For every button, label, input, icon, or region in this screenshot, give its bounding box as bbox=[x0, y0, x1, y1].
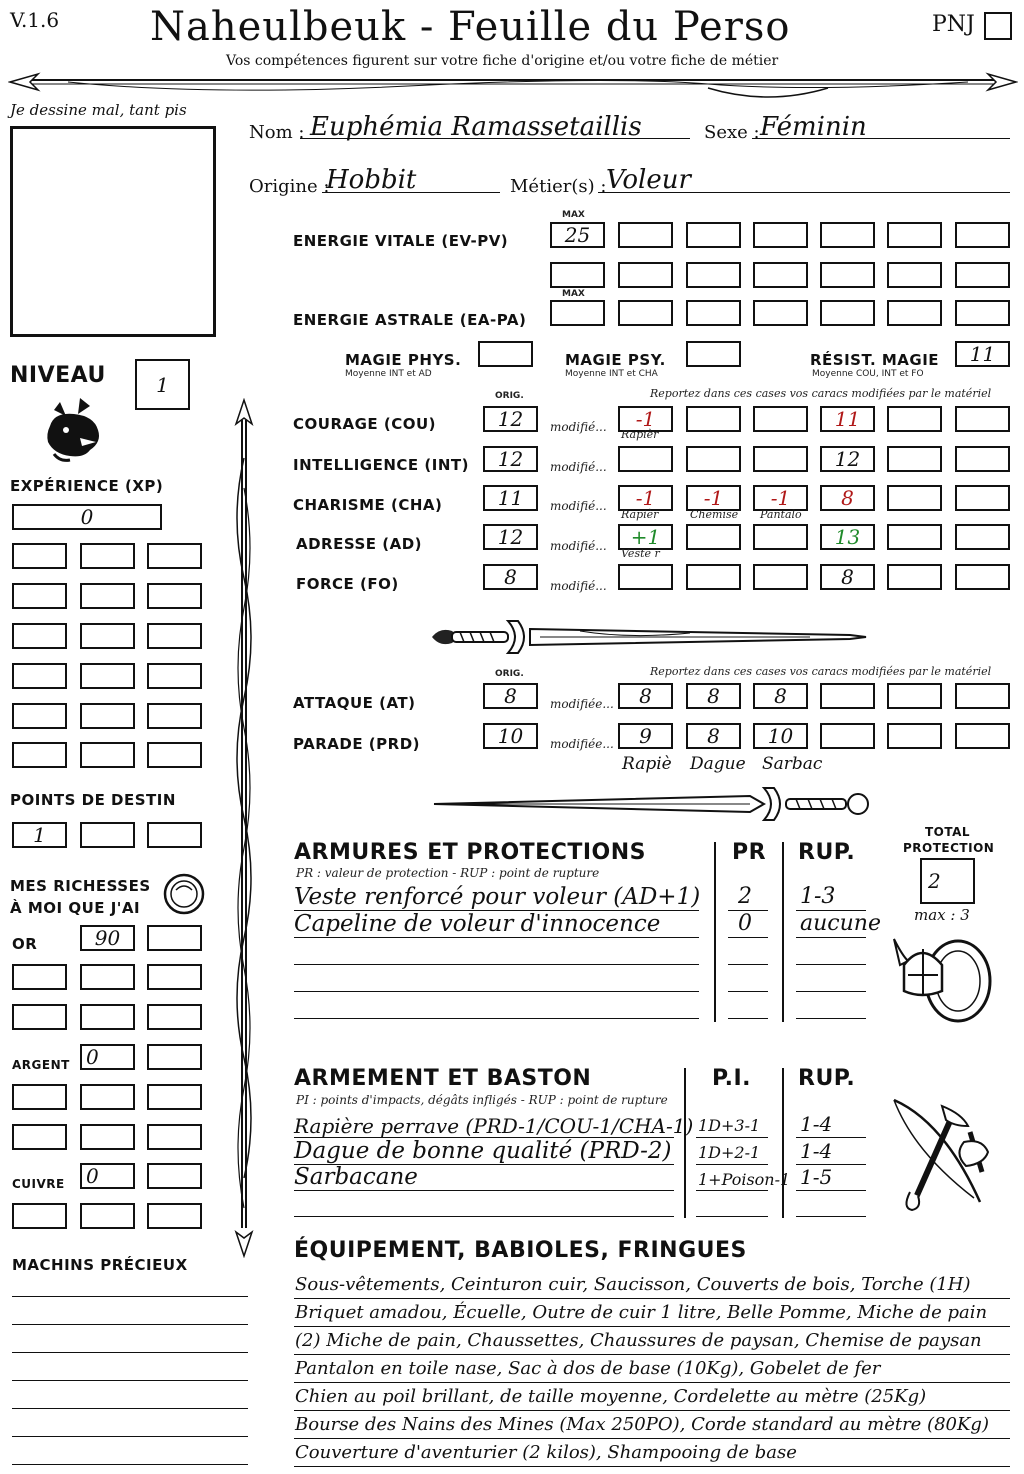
cha-mod[interactable]: -1 bbox=[618, 485, 673, 511]
coin-icon bbox=[162, 872, 206, 916]
or-box[interactable] bbox=[80, 964, 135, 990]
ev-box[interactable] bbox=[820, 222, 875, 248]
weapon-row-pi[interactable]: 1+Poison-1 bbox=[698, 1170, 791, 1189]
ev-box[interactable] bbox=[955, 222, 1010, 248]
cou-mod[interactable]: 11 bbox=[820, 406, 875, 432]
sword-icon bbox=[430, 615, 870, 659]
int-label: INTELLIGENCE (INT) bbox=[293, 456, 469, 474]
ev-box[interactable] bbox=[686, 262, 741, 288]
ev-box[interactable] bbox=[887, 262, 942, 288]
crossed-weapons-icon bbox=[884, 1092, 996, 1214]
sword-icon bbox=[430, 784, 872, 824]
richesses-label: À MOI QUE J'AI bbox=[10, 899, 141, 917]
xp-box[interactable] bbox=[80, 543, 135, 569]
portrait-caption: Je dessine mal, tant pis bbox=[10, 101, 187, 119]
xp-box[interactable] bbox=[147, 663, 202, 689]
resist-magie-note: Moyenne COU, INT et FO bbox=[812, 369, 924, 379]
ea-box[interactable] bbox=[820, 300, 875, 326]
precieux-label: MACHINS PRÉCIEUX bbox=[12, 1256, 188, 1274]
prd-mod[interactable]: 8 bbox=[686, 723, 741, 749]
magie-phys-box[interactable] bbox=[478, 341, 533, 367]
report-note: Reportez dans ces cases vos caracs modifiées par le matériel bbox=[650, 387, 992, 400]
combat-report-note: Reportez dans ces cases vos caracs modifiées par le matériel bbox=[650, 665, 992, 678]
ad-modifie: modifié... bbox=[550, 539, 607, 553]
or-box[interactable] bbox=[147, 925, 202, 951]
fo-mod[interactable] bbox=[618, 564, 673, 590]
cuivre-box[interactable] bbox=[12, 1203, 67, 1229]
ea-box[interactable] bbox=[753, 300, 808, 326]
weapon-row-name[interactable]: Sarbacane bbox=[294, 1164, 418, 1190]
ad-note: Veste r bbox=[621, 547, 660, 560]
total-protection-max: max : 3 bbox=[914, 906, 970, 924]
ev-box[interactable] bbox=[955, 262, 1010, 288]
weapon-col-label: Dague bbox=[690, 754, 746, 774]
weapon-row-rup[interactable]: 1-4 bbox=[800, 1139, 833, 1163]
dragon-icon bbox=[40, 392, 106, 464]
origine-label: Origine : bbox=[249, 176, 330, 197]
cuivre-box[interactable]: 0 bbox=[80, 1163, 135, 1189]
xp-box[interactable] bbox=[12, 703, 67, 729]
ev-box[interactable] bbox=[753, 222, 808, 248]
at-mod[interactable] bbox=[955, 683, 1010, 709]
cha-label: CHARISME (CHA) bbox=[293, 496, 443, 514]
ea-max-label: MAX bbox=[562, 289, 585, 299]
magie-psy-box[interactable] bbox=[686, 341, 741, 367]
fo-mod[interactable]: 8 bbox=[820, 564, 875, 590]
argent-box[interactable] bbox=[147, 1084, 202, 1110]
ad-label: ADRESSE (AD) bbox=[296, 535, 423, 553]
ev-box[interactable] bbox=[820, 262, 875, 288]
xp-box[interactable] bbox=[12, 623, 67, 649]
niveau-box[interactable]: 1 bbox=[135, 359, 190, 410]
destin-box[interactable] bbox=[147, 822, 202, 848]
ev-label: ENERGIE VITALE (EV-PV) bbox=[293, 232, 509, 250]
armor-row-rup[interactable]: 1-3 bbox=[800, 884, 836, 909]
origine-value[interactable]: Hobbit bbox=[326, 165, 417, 195]
prd-mod[interactable]: 9 bbox=[618, 723, 673, 749]
cou-label: COURAGE (COU) bbox=[293, 415, 437, 433]
or-box[interactable] bbox=[12, 1004, 67, 1030]
or-label: OR bbox=[12, 935, 38, 953]
weapon-row-name[interactable]: Dague de bonne qualité (PRD-2) bbox=[294, 1138, 672, 1164]
cha-mod[interactable] bbox=[887, 485, 942, 511]
prd-modifie: modifiée... bbox=[550, 737, 614, 751]
total-protection-label: PROTECTION bbox=[903, 841, 995, 855]
or-box[interactable] bbox=[12, 964, 67, 990]
weapon-row-rup[interactable]: 1-4 bbox=[800, 1112, 833, 1136]
page-title: Naheulbeuk - Feuille du Perso bbox=[150, 4, 791, 50]
prd-orig[interactable]: 10 bbox=[483, 723, 538, 749]
sexe-value[interactable]: Féminin bbox=[760, 112, 867, 142]
ev-max-label: MAX bbox=[562, 210, 585, 220]
niveau-label: NIVEAU bbox=[10, 363, 106, 388]
armor-row-rup[interactable]: aucune bbox=[800, 911, 881, 936]
or-box[interactable] bbox=[147, 1004, 202, 1030]
ea-box[interactable] bbox=[887, 300, 942, 326]
resist-magie-label: RÉSIST. MAGIE bbox=[810, 351, 940, 369]
int-mod[interactable] bbox=[887, 446, 942, 472]
argent-label: ARGENT bbox=[12, 1058, 70, 1072]
cuivre-box[interactable] bbox=[147, 1203, 202, 1229]
argent-box[interactable] bbox=[80, 1084, 135, 1110]
armor-rup-header: RUP. bbox=[798, 840, 856, 865]
at-modifie: modifiée... bbox=[550, 697, 614, 711]
cou-note: Rapièr bbox=[621, 428, 659, 441]
ea-max-box[interactable] bbox=[550, 300, 605, 326]
xp-box[interactable]: 0 bbox=[12, 504, 162, 530]
weapon-col-label: Rapiè bbox=[622, 754, 672, 774]
metier-label: Métier(s) : bbox=[510, 176, 607, 197]
pnj-checkbox[interactable] bbox=[984, 12, 1012, 40]
weapons-rup-header: RUP. bbox=[798, 1066, 856, 1091]
ev-max-box[interactable]: 25 bbox=[550, 222, 605, 248]
ea-box[interactable] bbox=[618, 300, 673, 326]
prd-mod[interactable] bbox=[887, 723, 942, 749]
cha-orig[interactable]: 11 bbox=[483, 485, 538, 511]
cha-mod[interactable]: -1 bbox=[686, 485, 741, 511]
pnj-label: PNJ bbox=[932, 12, 975, 37]
cha-note: Pantalo bbox=[760, 508, 802, 521]
cha-mod[interactable]: -1 bbox=[753, 485, 808, 511]
int-orig[interactable]: 12 bbox=[483, 446, 538, 472]
xp-box[interactable] bbox=[147, 742, 202, 768]
at-mod[interactable]: 8 bbox=[686, 683, 741, 709]
ev-box[interactable] bbox=[686, 222, 741, 248]
armor-row-pr[interactable]: 2 bbox=[738, 884, 752, 909]
portrait-box[interactable] bbox=[10, 126, 216, 337]
fo-orig[interactable]: 8 bbox=[483, 564, 538, 590]
fo-mod[interactable] bbox=[753, 564, 808, 590]
weapons-pi-header: P.I. bbox=[712, 1066, 751, 1091]
argent-box[interactable] bbox=[147, 1124, 202, 1150]
destin-box[interactable] bbox=[80, 822, 135, 848]
orig-label: ORIG. bbox=[495, 391, 524, 401]
int-mod[interactable]: 12 bbox=[820, 446, 875, 472]
weapon-row-rup[interactable]: 1-5 bbox=[800, 1165, 833, 1189]
equipment-line[interactable]: Chien au poil brillant, de taille moyenne, Cordelette au mètre (25Kg) bbox=[295, 1386, 927, 1407]
argent-box[interactable] bbox=[12, 1124, 67, 1150]
cou-orig[interactable]: 12 bbox=[483, 406, 538, 432]
or-box[interactable]: 90 bbox=[80, 925, 135, 951]
fo-modifie: modifié... bbox=[550, 579, 607, 593]
cou-mod[interactable]: -1 bbox=[618, 406, 673, 432]
ev-box[interactable] bbox=[618, 262, 673, 288]
sexe-label: Sexe : bbox=[704, 122, 760, 143]
fo-label: FORCE (FO) bbox=[296, 575, 399, 593]
total-protection-box[interactable]: 2 bbox=[920, 858, 975, 904]
armor-row-name[interactable]: Veste renforcé pour voleur (AD+1) bbox=[294, 884, 701, 910]
weapon-row-pi[interactable]: 1D+3-1 bbox=[698, 1116, 761, 1135]
ev-box[interactable] bbox=[753, 262, 808, 288]
xp-box[interactable] bbox=[80, 623, 135, 649]
ea-box[interactable] bbox=[686, 300, 741, 326]
equipment-line[interactable]: Sous-vêtements, Ceinturon cuir, Saucisson, Couverts de bois, Torche (1H) bbox=[295, 1274, 971, 1295]
equipment-line[interactable]: (2) Miche de pain, Chaussettes, Chaussures de paysan, Chemise de paysan bbox=[295, 1330, 982, 1351]
metier-value[interactable]: Voleur bbox=[606, 165, 691, 195]
richesses-label: MES RICHESSES bbox=[10, 877, 151, 895]
ad-mod[interactable] bbox=[686, 524, 741, 550]
weapons-title: ARMEMENT ET BASTON bbox=[294, 1066, 592, 1091]
int-mod[interactable] bbox=[618, 446, 673, 472]
xp-box[interactable] bbox=[12, 663, 67, 689]
xp-box[interactable] bbox=[147, 583, 202, 609]
cou-modifie: modifié... bbox=[550, 420, 607, 434]
equipment-line[interactable]: Couverture d'aventurier (2 kilos), Shampooing de base bbox=[295, 1442, 797, 1463]
nom-value[interactable]: Euphémia Ramassetaillis bbox=[310, 112, 642, 142]
destin-label: POINTS DE DESTIN bbox=[10, 791, 176, 809]
armor-pr-header: PR bbox=[732, 840, 767, 865]
xp-box[interactable] bbox=[147, 543, 202, 569]
equipment-line[interactable]: Bourse des Nains des Mines (Max 250PO), Corde standard au mètre (80Kg) bbox=[295, 1414, 989, 1435]
armor-row-pr[interactable]: 0 bbox=[738, 911, 752, 936]
weapon-row-pi[interactable]: 1D+2-1 bbox=[698, 1143, 761, 1162]
cha-modifie: modifié... bbox=[550, 499, 607, 513]
ev-box[interactable] bbox=[887, 222, 942, 248]
xp-box[interactable] bbox=[80, 742, 135, 768]
weapons-note: PI : points d'impacts, dégâts infligés - RUP : point de rupture bbox=[296, 1093, 668, 1107]
xp-box[interactable] bbox=[80, 583, 135, 609]
xp-box[interactable] bbox=[12, 742, 67, 768]
spear-icon bbox=[226, 398, 262, 1258]
armor-row-name[interactable]: Capeline de voleur d'innocence bbox=[294, 911, 661, 937]
int-mod[interactable] bbox=[686, 446, 741, 472]
prd-mod[interactable] bbox=[955, 723, 1010, 749]
cha-mod[interactable] bbox=[955, 485, 1010, 511]
equipment-title: ÉQUIPEMENT, BABIOLES, FRINGUES bbox=[294, 1238, 747, 1263]
ad-mod[interactable] bbox=[753, 524, 808, 550]
at-mod[interactable] bbox=[887, 683, 942, 709]
ev-box[interactable] bbox=[550, 262, 605, 288]
fo-mod[interactable] bbox=[686, 564, 741, 590]
armor-title: ARMURES ET PROTECTIONS bbox=[294, 840, 646, 865]
destin-box[interactable]: 1 bbox=[12, 822, 67, 848]
or-box[interactable] bbox=[147, 964, 202, 990]
cha-note: Chemise bbox=[690, 508, 739, 521]
ad-mod[interactable]: +1 bbox=[618, 524, 673, 550]
argent-box[interactable] bbox=[80, 1124, 135, 1150]
cou-mod[interactable] bbox=[753, 406, 808, 432]
cuivre-label: CUIVRE bbox=[12, 1177, 65, 1191]
spear-icon bbox=[8, 66, 1018, 102]
argent-box[interactable] bbox=[147, 1044, 202, 1070]
page-subtitle: Vos compétences figurent sur votre fiche d'origine et/ou votre fiche de métier bbox=[226, 53, 779, 69]
nom-label: Nom : bbox=[249, 122, 305, 143]
resist-magie-box[interactable]: 11 bbox=[955, 341, 1010, 367]
helmet-shield-icon bbox=[888, 925, 1000, 1025]
cha-mod[interactable]: 8 bbox=[820, 485, 875, 511]
version-label: V.1.6 bbox=[10, 8, 60, 32]
xp-box[interactable] bbox=[147, 703, 202, 729]
cha-note: Rapièr bbox=[621, 508, 659, 521]
cuivre-box[interactable] bbox=[80, 1203, 135, 1229]
ad-mod[interactable]: 13 bbox=[820, 524, 875, 550]
xp-box[interactable] bbox=[12, 583, 67, 609]
int-mod[interactable] bbox=[955, 446, 1010, 472]
ev-box[interactable] bbox=[618, 222, 673, 248]
xp-box[interactable] bbox=[80, 663, 135, 689]
magie-psy-note: Moyenne INT et CHA bbox=[565, 369, 658, 379]
cou-mod[interactable] bbox=[887, 406, 942, 432]
equipment-line[interactable]: Briquet amadou, Écuelle, Outre de cuir 1 litre, Belle Pomme, Miche de pain bbox=[295, 1302, 988, 1323]
armor-note: PR : valeur de protection - RUP : point de rupture bbox=[296, 866, 600, 880]
cou-mod[interactable] bbox=[686, 406, 741, 432]
at-orig[interactable]: 8 bbox=[483, 683, 538, 709]
magie-psy-label: MAGIE PSY. bbox=[565, 351, 666, 369]
ad-mod[interactable] bbox=[955, 524, 1010, 550]
ad-mod[interactable] bbox=[887, 524, 942, 550]
int-mod[interactable] bbox=[753, 446, 808, 472]
equipment-line[interactable]: Pantalon en toile nase, Sac à dos de base (10Kg), Gobelet de fer bbox=[295, 1358, 881, 1379]
weapon-row-name[interactable]: Rapière perrave (PRD-1/COU-1/CHA-1) bbox=[294, 1114, 694, 1138]
magie-phys-label: MAGIE PHYS. bbox=[345, 351, 462, 369]
fo-mod[interactable] bbox=[955, 564, 1010, 590]
combat-orig-label: ORIG. bbox=[495, 669, 524, 679]
at-mod[interactable] bbox=[820, 683, 875, 709]
at-mod[interactable]: 8 bbox=[618, 683, 673, 709]
at-label: ATTAQUE (AT) bbox=[293, 694, 416, 712]
xp-box[interactable] bbox=[147, 623, 202, 649]
xp-box[interactable] bbox=[12, 543, 67, 569]
prd-label: PARADE (PRD) bbox=[293, 735, 421, 753]
xp-box[interactable] bbox=[80, 703, 135, 729]
ea-box[interactable] bbox=[955, 300, 1010, 326]
prd-mod[interactable]: 10 bbox=[753, 723, 808, 749]
xp-label: EXPÉRIENCE (XP) bbox=[10, 477, 164, 495]
at-mod[interactable]: 8 bbox=[753, 683, 808, 709]
ea-label: ENERGIE ASTRALE (EA-PA) bbox=[293, 311, 527, 329]
int-modifie: modifié... bbox=[550, 460, 607, 474]
total-protection-label: TOTAL bbox=[925, 825, 971, 839]
ad-orig[interactable]: 12 bbox=[483, 524, 538, 550]
argent-box[interactable] bbox=[12, 1084, 67, 1110]
or-box[interactable] bbox=[80, 1004, 135, 1030]
fo-mod[interactable] bbox=[887, 564, 942, 590]
cou-mod[interactable] bbox=[955, 406, 1010, 432]
argent-box[interactable]: 0 bbox=[80, 1044, 135, 1070]
prd-mod[interactable] bbox=[820, 723, 875, 749]
cuivre-box[interactable] bbox=[147, 1163, 202, 1189]
weapon-col-label: Sarbac bbox=[762, 754, 823, 774]
magie-phys-note: Moyenne INT et AD bbox=[345, 369, 432, 379]
